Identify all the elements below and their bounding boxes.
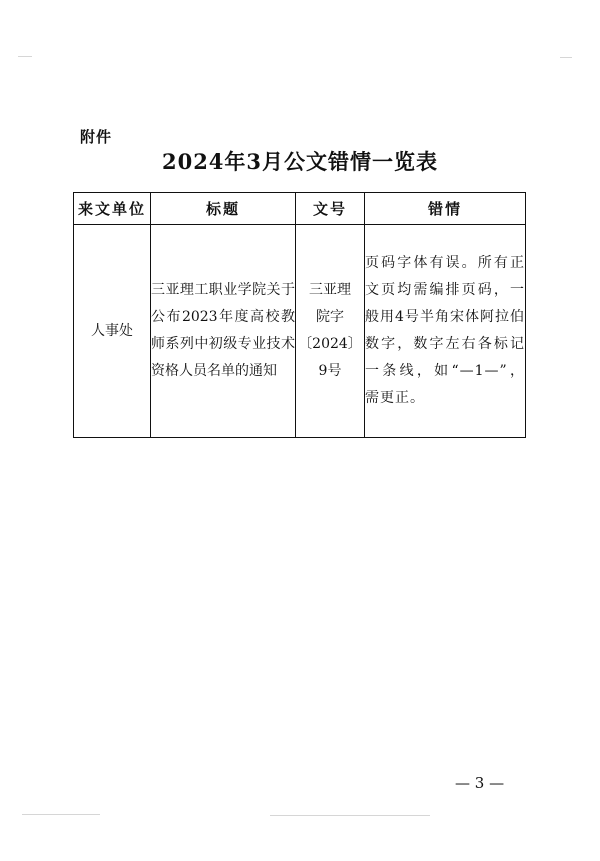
scan-artifact — [22, 814, 100, 815]
cell-doc-number — [296, 225, 365, 438]
table-header-row — [74, 193, 526, 225]
doc-number-line: 院字 — [316, 309, 344, 325]
doc-number-line: 9号 — [318, 363, 342, 379]
page-number: — 3 — — [455, 774, 505, 792]
doc-number-line: 三亚理 — [309, 282, 351, 298]
cell-title: 三亚理工职业学院关于公布2023年度高校教师系列中初级专业技术资格人员名单的通知 — [151, 225, 296, 438]
document-title: 2024年3月公文错情一览表 — [161, 149, 439, 174]
cell-unit: 人事处 — [74, 225, 151, 438]
errata-table — [73, 192, 526, 438]
scan-artifact — [18, 56, 32, 57]
scan-artifact — [270, 815, 430, 816]
header-error: 错情 — [365, 193, 526, 225]
header-doc-number: 文号 — [296, 193, 365, 225]
cell-error: 页码字体有误。所有正文页均需编排页码，一般用4号半角宋体阿拉伯数字，数字左右各标记一条线，如“—1—”，需更正。 — [365, 225, 526, 438]
scan-artifact — [560, 57, 572, 58]
attachment-label: 附件 — [80, 128, 113, 146]
doc-number-line: 〔2024〕 — [298, 336, 362, 352]
table-row — [74, 225, 526, 438]
header-unit: 来文单位 — [74, 193, 151, 225]
header-title: 标题 — [151, 193, 296, 225]
